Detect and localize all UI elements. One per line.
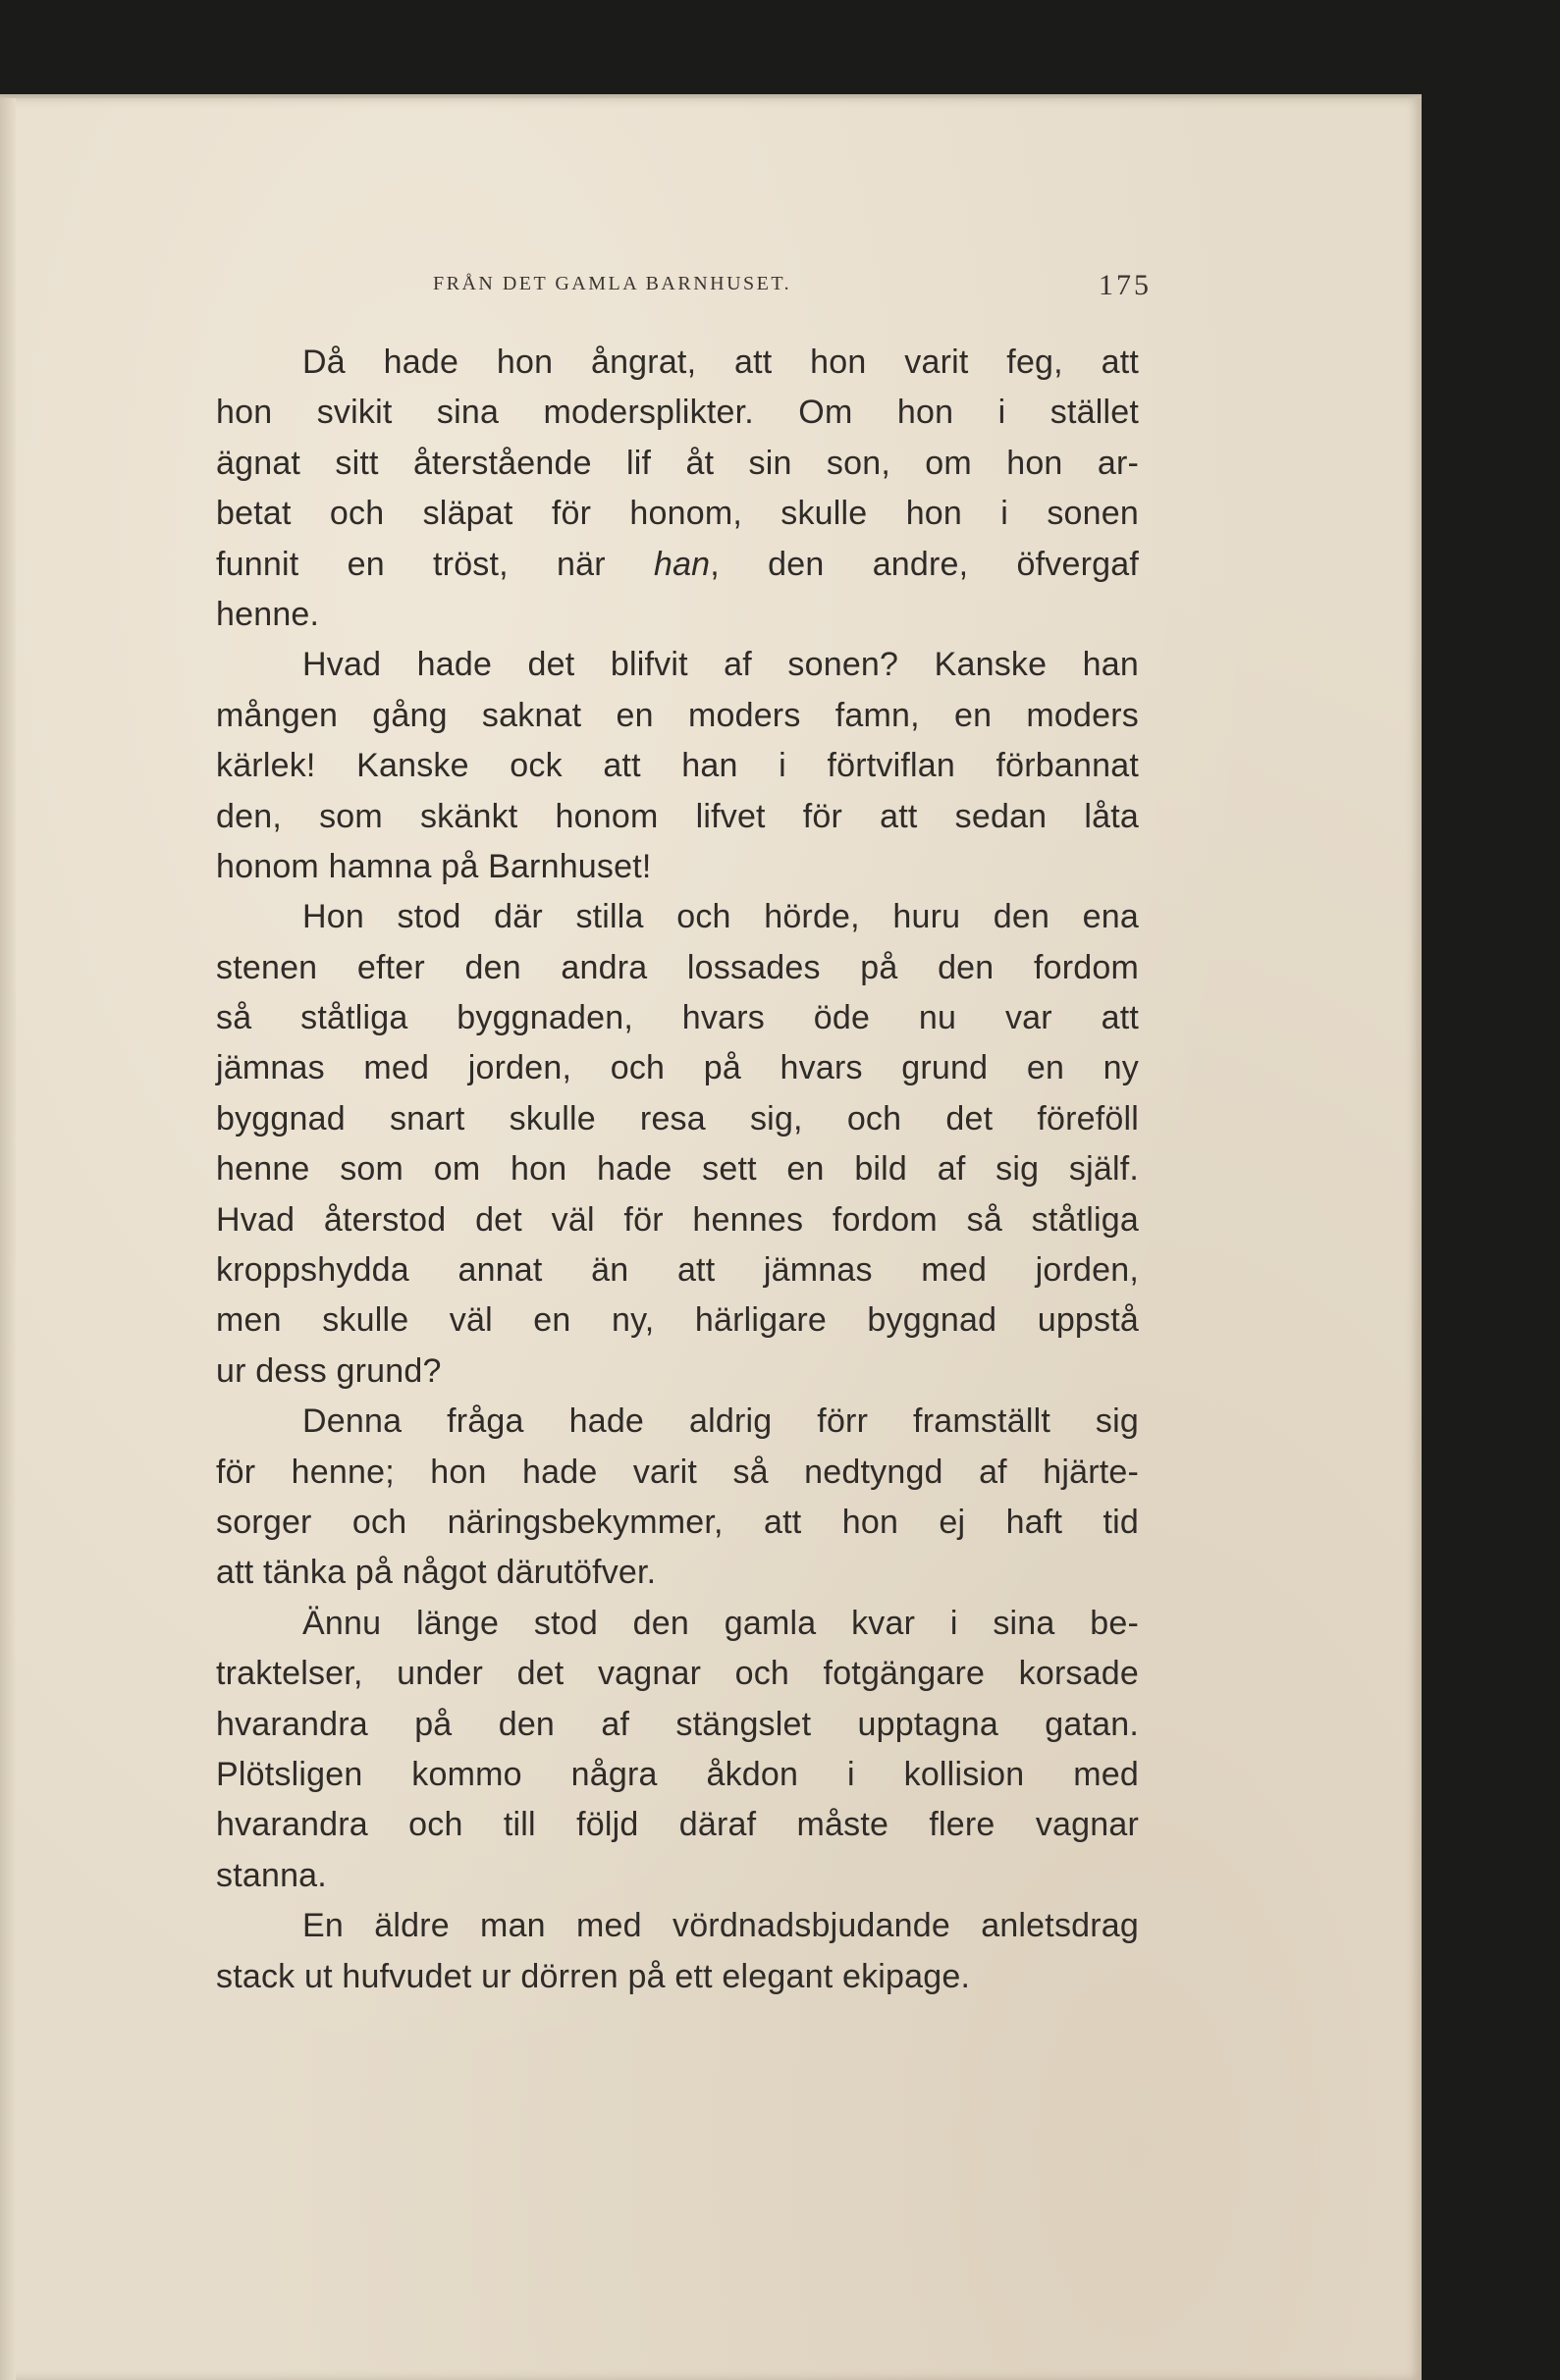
emphasized-word: han xyxy=(653,545,711,583)
text-line: Då hade hon ångrat, att hon varit feg, att xyxy=(302,344,1139,381)
page-number: 175 xyxy=(1099,269,1152,301)
text-line: betat och släpat för honom, skulle hon i sonen xyxy=(216,495,1139,533)
text-line: för henne; hon hade varit så nedtyngd af hjärte- xyxy=(216,1453,1139,1491)
text-line: men skulle väl en ny, härligare byggnad uppstå xyxy=(216,1301,1139,1340)
text-line: mången gång saknat en moders famn, en moders xyxy=(216,696,1139,734)
page-gutter xyxy=(0,98,16,2380)
text-line: den, som skänkt honom lifvet för att sedan låta xyxy=(216,797,1139,835)
text-line: hon svikit sina modersplikter. Om hon i stället xyxy=(216,394,1139,432)
text-line: så ståtliga byggnaden, hvars öde nu var att xyxy=(216,999,1139,1037)
body-text xyxy=(216,338,1139,2002)
running-head: FRÅN DET GAMLA BARNHUSET. xyxy=(433,273,792,294)
text-line: henne. xyxy=(216,595,320,633)
text-line: ur dess grund? xyxy=(216,1351,442,1390)
text-line: stanna. xyxy=(216,1856,327,1894)
text-line: Plötsligen kommo några åkdon i kollision med xyxy=(216,1755,1139,1793)
text-line: hvarandra på den af stängslet upptagna gatan. xyxy=(216,1705,1139,1743)
text-line: Denna fråga hade aldrig förr framställt sig xyxy=(302,1402,1139,1441)
text-line: Hon stod där stilla och hörde, huru den ena xyxy=(302,898,1139,936)
text-line: kärlek! Kanske ock att han i förtviflan förbannat xyxy=(216,747,1139,785)
text-line: honom hamna på Barnhuset! xyxy=(216,847,652,885)
text-line: byggnad snart skulle resa sig, och det föreföll xyxy=(216,1099,1139,1137)
text-line: stack ut hufvudet ur dörren på ett elegant ekipage. xyxy=(216,1957,971,1995)
text-fragment: , den andre, öfvergaf xyxy=(710,545,1139,583)
text-fragment: funnit en tröst, när xyxy=(216,545,606,583)
text-line: sorger och näringsbekymmer, att hon ej haft tid xyxy=(216,1503,1139,1541)
text-line: ägnat sitt återstående lif åt sin son, om hon ar- xyxy=(216,444,1139,482)
text-line: Ännu länge stod den gamla kvar i sina be- xyxy=(302,1604,1139,1642)
text-line: jämnas med jorden, och på hvars grund en ny xyxy=(216,1049,1139,1087)
text-line: henne som om hon hade sett en bild af sig själf. xyxy=(216,1150,1139,1189)
text-line: stenen efter den andra lossades på den fordom xyxy=(216,948,1139,986)
text-line: traktelser, under det vagnar och fotgängare korsade xyxy=(216,1655,1139,1693)
page-header xyxy=(211,269,1154,312)
text-line: Hvad hade det blifvit af sonen? Kanske han xyxy=(302,646,1139,684)
text-line: kroppshydda annat än att jämnas med jorden, xyxy=(216,1251,1139,1290)
text-line xyxy=(216,540,1139,590)
text-line: En äldre man med vördnadsbjudande anletsdrag xyxy=(302,1907,1139,1945)
text-line: att tänka på något därutöfver. xyxy=(216,1554,657,1592)
text-line: hvarandra och till följd däraf måste flere vagnar xyxy=(216,1806,1139,1844)
text-line: Hvad återstod det väl för hennes fordom så ståtliga xyxy=(216,1200,1139,1239)
